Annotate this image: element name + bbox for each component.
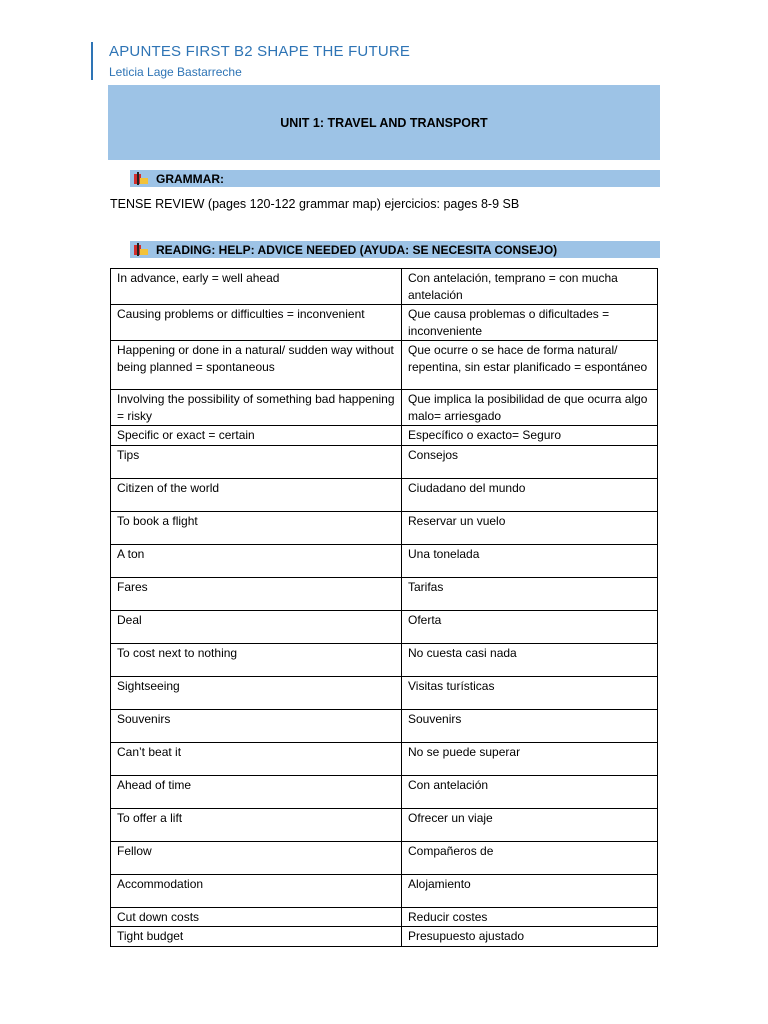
english-term: In advance, early = well ahead bbox=[111, 269, 402, 305]
table-row bbox=[111, 742, 658, 775]
header-accent-bar bbox=[91, 42, 93, 80]
vocabulary-table bbox=[110, 268, 658, 947]
english-term: Ahead of time bbox=[111, 775, 402, 808]
spanish-translation: Que causa problemas o dificultades = inconveniente bbox=[402, 305, 658, 341]
table-row bbox=[111, 426, 658, 446]
english-term: Specific or exact = certain bbox=[111, 426, 402, 446]
table-row bbox=[111, 808, 658, 841]
english-term: To offer a lift bbox=[111, 808, 402, 841]
table-row bbox=[111, 676, 658, 709]
english-term: Fellow bbox=[111, 841, 402, 874]
english-term: Fares bbox=[111, 577, 402, 610]
table-row bbox=[111, 841, 658, 874]
table-row bbox=[111, 478, 658, 511]
spanish-translation: Ciudadano del mundo bbox=[402, 478, 658, 511]
table-row bbox=[111, 610, 658, 643]
spanish-translation: Que implica la posibilidad de que ocurra algo malo= arriesgado bbox=[402, 390, 658, 426]
bullet-flag-icon bbox=[134, 243, 150, 257]
spanish-translation: Compañeros de bbox=[402, 841, 658, 874]
table-row bbox=[111, 907, 658, 927]
table-row bbox=[111, 305, 658, 341]
bullet-flag-icon bbox=[134, 172, 150, 186]
table-row bbox=[111, 643, 658, 676]
spanish-translation: Con antelación bbox=[402, 775, 658, 808]
reading-section-heading bbox=[130, 241, 660, 258]
spanish-translation: Consejos bbox=[402, 445, 658, 478]
spanish-translation: Alojamiento bbox=[402, 874, 658, 907]
table-row bbox=[111, 544, 658, 577]
spanish-translation: Souvenirs bbox=[402, 709, 658, 742]
table-row bbox=[111, 577, 658, 610]
english-term: Citizen of the world bbox=[111, 478, 402, 511]
tense-review-line: TENSE REVIEW (pages 120-122 grammar map) ejercicios: pages 8-9 SB bbox=[110, 197, 520, 211]
document-author: Leticia Lage Bastarreche bbox=[109, 65, 242, 79]
table-row bbox=[111, 775, 658, 808]
english-term: Involving the possibility of something bad happening = risky bbox=[111, 390, 402, 426]
spanish-translation: Una tonelada bbox=[402, 544, 658, 577]
english-term: Causing problems or difficulties = inconvenient bbox=[111, 305, 402, 341]
unit-title: UNIT 1: TRAVEL AND TRANSPORT bbox=[280, 115, 488, 130]
unit-banner bbox=[108, 85, 660, 160]
table-row bbox=[111, 390, 658, 426]
english-term: Sightseeing bbox=[111, 676, 402, 709]
spanish-translation: Oferta bbox=[402, 610, 658, 643]
table-row bbox=[111, 874, 658, 907]
spanish-translation: Visitas turísticas bbox=[402, 676, 658, 709]
english-term: Souvenirs bbox=[111, 709, 402, 742]
english-term: Tight budget bbox=[111, 927, 402, 947]
english-term: To book a flight bbox=[111, 511, 402, 544]
spanish-translation: No se puede superar bbox=[402, 742, 658, 775]
english-term: To cost next to nothing bbox=[111, 643, 402, 676]
english-term: Tips bbox=[111, 445, 402, 478]
english-term: A ton bbox=[111, 544, 402, 577]
table-row bbox=[111, 269, 658, 305]
table-row bbox=[111, 511, 658, 544]
spanish-translation: Con antelación, temprano = con mucha antelación bbox=[402, 269, 658, 305]
table-row bbox=[111, 445, 658, 478]
reading-heading-label: READING: HELP: ADVICE NEEDED (AYUDA: SE NECESITA CONSEJO) bbox=[156, 242, 558, 257]
document-title: APUNTES FIRST B2 SHAPE THE FUTURE bbox=[109, 43, 411, 60]
english-term: Deal bbox=[111, 610, 402, 643]
spanish-translation: Presupuesto ajustado bbox=[402, 927, 658, 947]
table-row bbox=[111, 709, 658, 742]
spanish-translation: Ofrecer un viaje bbox=[402, 808, 658, 841]
grammar-section-heading bbox=[130, 170, 660, 187]
spanish-translation: No cuesta casi nada bbox=[402, 643, 658, 676]
spanish-translation: Que ocurre o se hace de forma natural/ repentina, sin estar planificado = espontáneo bbox=[402, 341, 658, 390]
grammar-heading-label: GRAMMAR: bbox=[156, 171, 224, 186]
table-row bbox=[111, 927, 658, 947]
spanish-translation: Específico o exacto= Seguro bbox=[402, 426, 658, 446]
english-term: Accommodation bbox=[111, 874, 402, 907]
english-term: Cut down costs bbox=[111, 907, 402, 927]
english-term: Happening or done in a natural/ sudden way without being planned = spontaneous bbox=[111, 341, 402, 390]
table-row bbox=[111, 341, 658, 390]
spanish-translation: Reducir costes bbox=[402, 907, 658, 927]
english-term: Can’t beat it bbox=[111, 742, 402, 775]
spanish-translation: Tarifas bbox=[402, 577, 658, 610]
spanish-translation: Reservar un vuelo bbox=[402, 511, 658, 544]
